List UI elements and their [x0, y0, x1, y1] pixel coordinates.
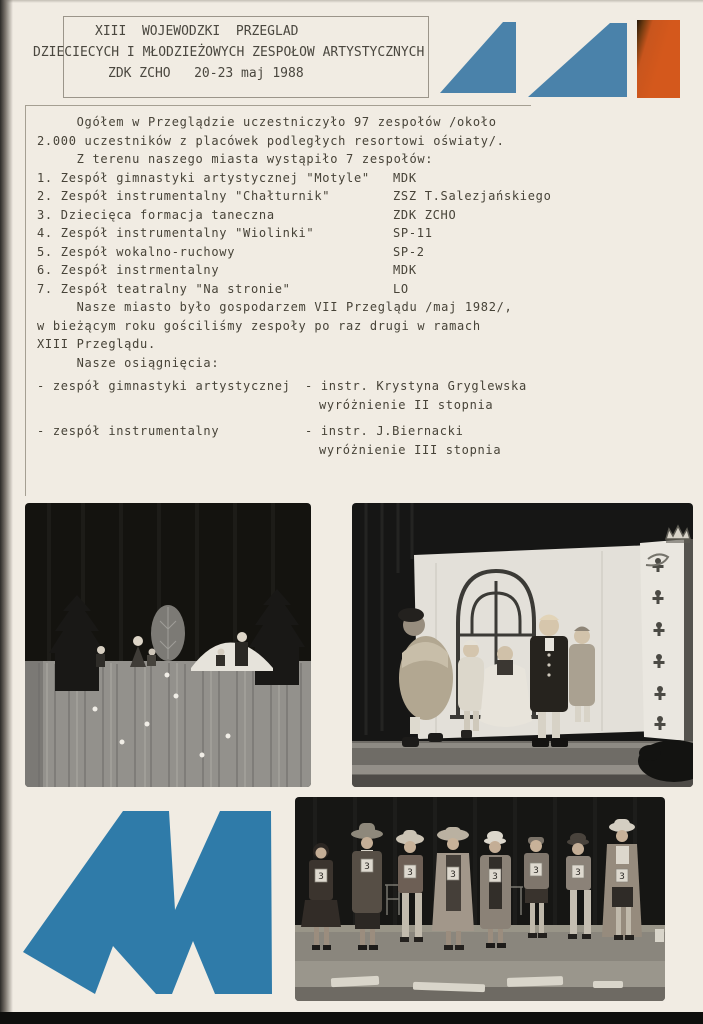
festival-logo-marks	[440, 18, 683, 98]
m-logo-shape	[23, 811, 272, 994]
badge-number: 3	[450, 870, 456, 880]
title-line-3: ZDK ZCHO 20-23 maj 1988	[108, 66, 304, 81]
ensemble-name: 3. Dziecięca formacja taneczna	[37, 207, 275, 222]
photo-costume-play	[352, 503, 693, 787]
scan-edge-left	[0, 0, 13, 1024]
body-line: Nasze miasto było gospodarzem VII Przeglądu /maj 1982/,	[37, 300, 513, 314]
ensemble-name: 6. Zespół instrmentalny	[37, 263, 220, 277]
ensemble-org: ZSZ T.Salezjańskiego	[393, 189, 552, 203]
ensemble-row	[37, 169, 552, 188]
group-stage-image	[295, 797, 665, 1001]
ensemble-row	[37, 261, 552, 280]
photo-group-stage	[295, 797, 665, 1001]
badge-number: 3	[318, 872, 324, 882]
ensemble-row	[37, 206, 552, 225]
ensemble-row	[37, 224, 552, 243]
ensemble-org: SP-11	[393, 226, 433, 240]
achievement-instructor: - instr. Krystyna Gryglewska	[305, 379, 527, 393]
title-line-2: DZIECIECYCH I MŁODZIEŻOWYCH ZESPOŁOW ARTYSTYCZNYCH	[33, 45, 425, 60]
ensemble-org: LO	[393, 281, 409, 296]
m-logo	[20, 806, 275, 1004]
achievements-list	[37, 377, 552, 460]
achievement-row	[37, 422, 552, 460]
badge-number: 3	[407, 868, 413, 878]
ensemble-org: SP-2	[393, 244, 425, 259]
costume-play-image	[352, 503, 693, 787]
scan-edge-bottom	[0, 1012, 703, 1024]
ensemble-name: 4. Zespół instrumentalny "Wiolinki"	[37, 226, 315, 240]
body-text	[37, 113, 552, 467]
puppet-theater-image	[25, 503, 311, 787]
ensemble-name: 1. Zespół gimnastyki artystycznej "Motyle"	[37, 170, 370, 185]
ensemble-name: 2. Zespół instrumentalny "Chałturnik"	[37, 189, 331, 203]
ensemble-row	[37, 187, 552, 206]
scan-edge-top	[0, 0, 703, 3]
ensemble-org: ZDK ZCHO	[393, 207, 457, 222]
body-line: Z terenu naszego miasta wystąpiło 7 zespołów:	[37, 152, 434, 166]
page-title	[33, 21, 424, 84]
title-line-1: XIII WOJEWODZKI PRZEGLAD	[95, 24, 299, 39]
body-line: Nasze osiągnięcia:	[37, 355, 220, 370]
badge-number: 3	[575, 868, 581, 878]
ensemble-org: MDK	[393, 170, 417, 185]
photo-puppet-theater	[25, 503, 311, 787]
logo-orange-bar	[637, 20, 680, 98]
badge-number: 3	[619, 872, 625, 882]
body-line: Ogółem w Przeglądzie uczestniczyło 97 zespołów /około	[37, 115, 497, 129]
achievement-group: - zespół gimnastyki artystycznej	[37, 379, 291, 393]
body-line: XIII Przeglądu.	[37, 337, 156, 351]
ensemble-name: 5. Zespół wokalno-ruchowy	[37, 244, 236, 259]
achievement-row	[37, 377, 552, 415]
achievement-group: - zespół instrumentalny	[37, 424, 220, 438]
logo-trapezoid-large	[528, 23, 627, 97]
achievement-detail	[305, 422, 501, 460]
achievement-instructor: - instr. J.Biernacki	[305, 424, 464, 438]
ensemble-row	[37, 280, 552, 299]
ensemble-row	[37, 243, 552, 262]
ensemble-name: 7. Zespół teatralny "Na stronie"	[37, 281, 291, 296]
logo-trapezoid-small	[440, 22, 516, 93]
badge-number: 3	[492, 872, 498, 882]
achievement-award: wyróżnienie III stopnia	[319, 443, 502, 457]
body-line: w bieżącym roku gościliśmy zespoły po raz drugi w ramach	[37, 318, 481, 333]
achievement-detail	[305, 377, 527, 415]
body-text-container	[25, 105, 552, 495]
achievement-award: wyróżnienie II stopnia	[319, 398, 494, 412]
body-line: 2.000 uczestników z placówek podległych resortowi oświaty/.	[37, 133, 505, 148]
ensemble-org: MDK	[393, 263, 417, 277]
badge-number: 3	[364, 862, 370, 872]
badge-number: 3	[533, 866, 539, 876]
